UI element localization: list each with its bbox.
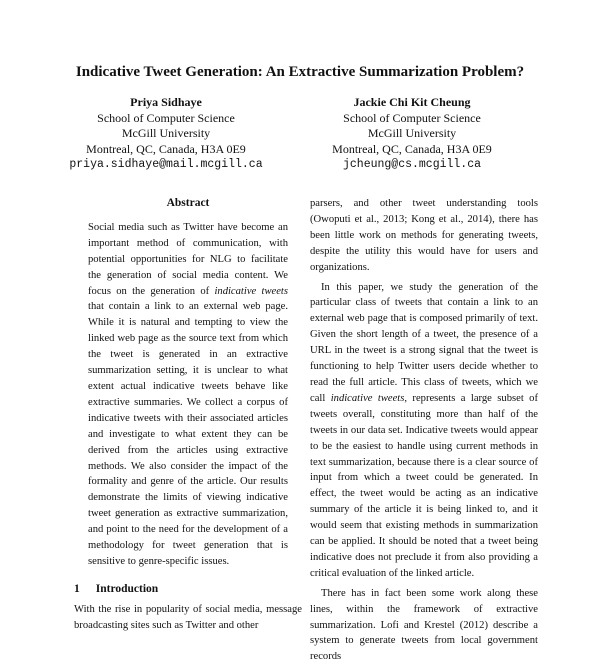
author-block-1 xyxy=(46,95,286,173)
paper-title: Indicative Tweet Generation: An Extractive Summarization Problem? xyxy=(75,64,525,80)
intro-paragraph: With the rise in popularity of social media, message broadcasting sites such as Twitter and other xyxy=(74,603,302,631)
section-heading-introduction xyxy=(74,582,302,598)
author-email: priya.sidhaye@mail.mcgill.ca xyxy=(69,158,263,171)
author-affiliation: School of Computer Science xyxy=(343,110,481,125)
abstract-heading: Abstract xyxy=(166,197,210,209)
author-name: Jackie Chi Kit Cheung xyxy=(353,95,471,109)
right-column xyxy=(310,196,538,665)
author-affiliation: School of Computer Science xyxy=(97,110,235,125)
abstract-emphasis: indicative tweets xyxy=(214,285,288,297)
left-column xyxy=(74,197,302,634)
section-title: Introduction xyxy=(95,582,159,595)
author-block-2 xyxy=(292,95,532,173)
emphasis-text: indicative tweets xyxy=(330,392,405,404)
author-university: McGill University xyxy=(367,126,457,140)
author-email: jcheung@cs.mcgill.ca xyxy=(342,158,482,171)
author-name: Priya Sidhaye xyxy=(130,95,202,109)
author-university: McGill University xyxy=(121,126,211,140)
paragraph: parsers, and other tweet understanding tools (Owoputi et al., 2013; Kong et al., 2014), there has been little work on methods for generating tweets, despite the utility this would have for users and organizations. xyxy=(310,198,538,273)
author-address: Montreal, QC, Canada, H3A 0E9 xyxy=(86,141,246,156)
paragraph: There has in fact been some work along these lines, within the framework of extractive summarization. Lofi and Krestel (2012) describe a system to generate tweets from local government records xyxy=(310,587,538,663)
abstract-text: Social media such as Twitter have become an important method of communication, with potential opportunities for NLG to facilitate the generation of social media content. We focus on the generation of indicative tweets that contain a link to an external web page. While it is natural and tempting to view the linked web page as the source text from which the tweet is generated in an extractive summarization setting, it is unclear to what extent actual indicative tweets behave like extractive summaries. We collect a corpus of indicative tweets with their associated articles and investigate to what extent they can be derived from the articles using extractive methods. We also consider the impact of the formality and genre of the article. Our results demonstrate the limits of viewing indicative tweet generation as extractive summarization, and point to the need for the development of a methodology for tweet generation that is sensitive to genre-specific issues. xyxy=(88,221,288,567)
paragraph: In this paper, we study the generation of the particular class of tweets that contain a link to an external web page that is composed primarily of text. Given the short length of a tweet, the presence of a URL in the tweet is a strong signal that the tweet is functioning to help Twitter users decide whether to read the full article. This class of tweets, which we call indicative tweets, represents a large subset of tweets overall, constituting more than half of the tweets in our data set. Indicative tweets would appear to be the easiest to handle using current methods in text summarization, because there is a clear source of input from which a tweet could be generated. In effect, the tweet would be acting as an indicative summary of the article it is being linked to, and it would seem that existing methods in summarization can be applied. It should be noted that a tweet being indicative does not preclude it from also providing a critical evaluation of the linked article. xyxy=(310,281,538,579)
author-address: Montreal, QC, Canada, H3A 0E9 xyxy=(332,141,492,156)
section-number: 1 xyxy=(74,582,80,595)
